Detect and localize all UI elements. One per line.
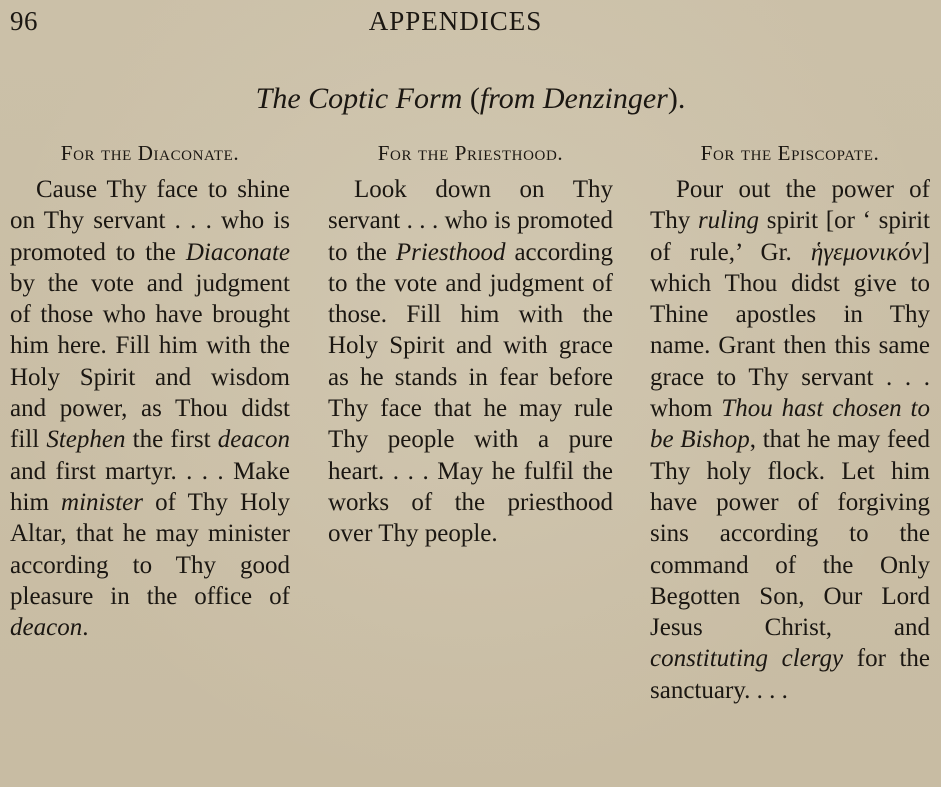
text-run: Cause Thy face to shine on Thy servant . . . who is promoted to the xyxy=(10,176,290,266)
column-diaconate xyxy=(10,140,290,643)
section-title-open-paren: ( xyxy=(462,82,480,115)
italic-text-run: minister xyxy=(61,488,143,516)
text-run: . xyxy=(82,614,89,642)
column-text-diaconate xyxy=(10,174,290,643)
column-text-priesthood xyxy=(328,174,613,550)
section-title-source: from Denzinger xyxy=(479,82,668,115)
section-title-main: The Coptic Form xyxy=(255,82,463,115)
italic-text-run: deacon xyxy=(217,426,290,454)
column-heading-episcopate: For the Episcopate. xyxy=(700,141,880,165)
text-run: for the sanctuary. . . . xyxy=(650,645,930,704)
column-priesthood xyxy=(328,140,613,550)
italic-text-run: Stephen xyxy=(46,426,126,454)
text-run: and first martyr. . . . Make him xyxy=(10,457,290,516)
italic-text-run: ruling xyxy=(697,207,760,235)
italic-text-run: Diaconate xyxy=(185,238,290,266)
italic-text-run: constituting clergy xyxy=(650,645,844,673)
running-head: APPENDICES xyxy=(368,6,543,36)
column-episcopate xyxy=(650,140,930,706)
text-run: the first xyxy=(125,426,218,454)
text-run: according to the vote and judgment of those. Fill him with the Holy Spirit and with grace as he stands in fear before Thy face that he may rule Thy people with a pure heart. . . . May he fulfil the works of the priesthood over Thy people. xyxy=(328,238,613,548)
text-run: , that he may feed Thy holy flock. Let him have power of forgiving sins according to the command of the Only Begotten Son, Our Lord Jesus Christ, and xyxy=(650,426,930,642)
page-number: 96 xyxy=(10,6,38,36)
text-run: Look down on Thy servant . . . who is promoted to the xyxy=(328,176,613,266)
section-title-close-paren: ). xyxy=(667,82,686,115)
text-run: Pour out the power of Thy xyxy=(650,176,930,235)
column-text-episcopate xyxy=(650,174,930,706)
italic-text-run: ἡγεμονικόν xyxy=(810,238,922,266)
text-run: of Thy Holy Altar, that he may minister according to Thy good pleasure in the office of xyxy=(10,488,290,610)
italic-text-run: Priesthood xyxy=(395,238,506,266)
text-columns xyxy=(10,140,935,780)
text-run: ] which Thou didst give to Thine apostles in Thy name. Grant then this same grace to Thy servant . . . whom xyxy=(650,238,930,423)
text-run: by the vote and judgment of those who have brought him here. Fill him with the Holy Spirit and wisdom and power, as Thou didst fill xyxy=(10,269,290,454)
column-heading-priesthood: For the Priesthood. xyxy=(377,141,564,165)
italic-text-run: Thou hast chosen to be Bishop xyxy=(650,395,930,454)
italic-text-run: deacon xyxy=(10,614,83,642)
section-title xyxy=(0,82,941,116)
page-header xyxy=(10,6,931,40)
column-heading-diaconate: For the Diaconate. xyxy=(60,141,240,165)
text-run: spirit [or ‘ spirit of rule,’ Gr. xyxy=(650,207,930,266)
